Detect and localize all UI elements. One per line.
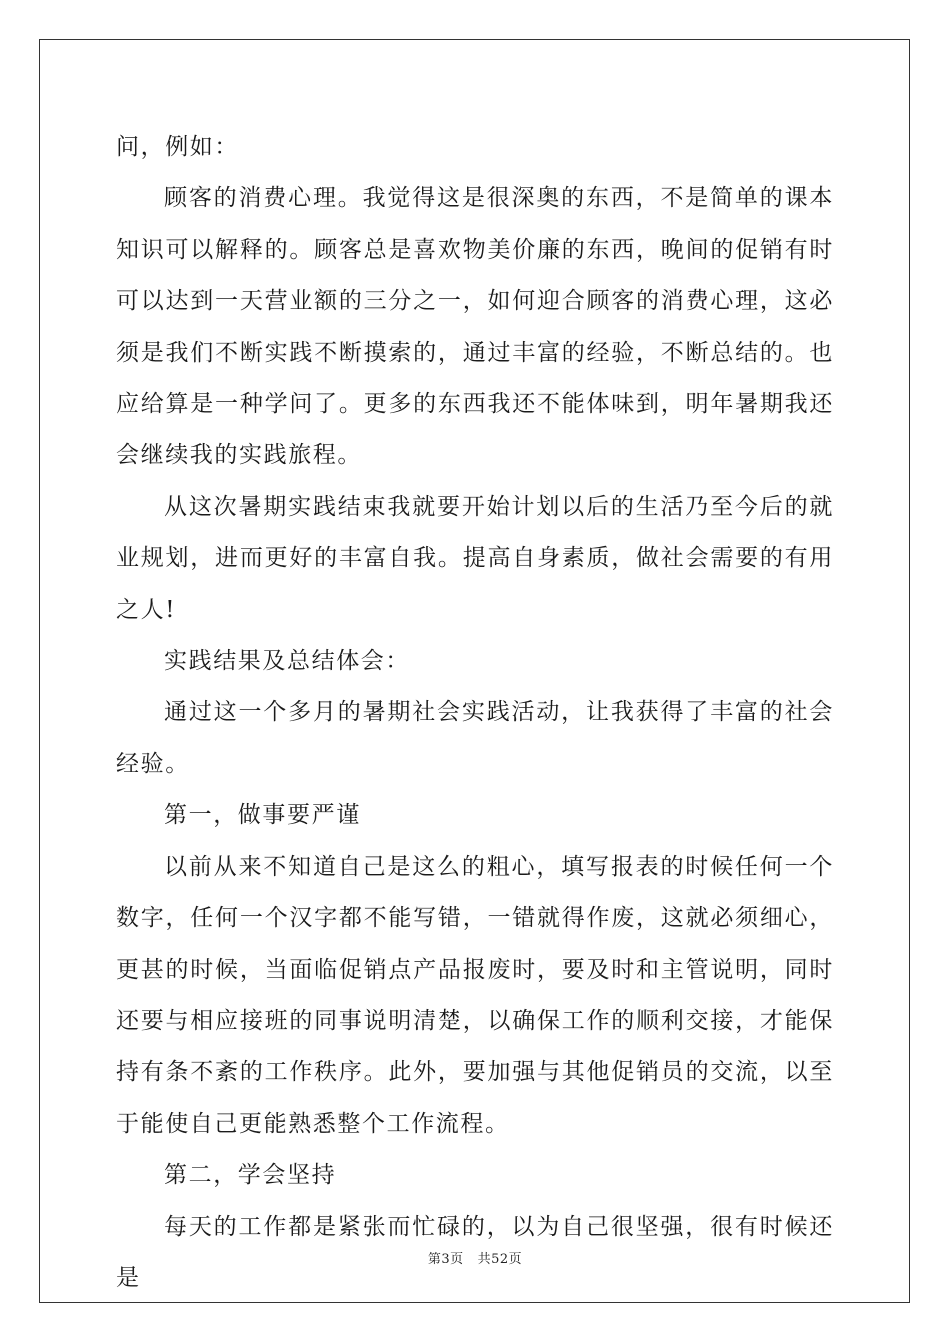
page-number: 第3页 [427, 1252, 464, 1267]
paragraph: 从这次暑期实践结束我就要开始计划以后的生活乃至今后的就业规划，进而更好的丰富自我。提高自身素质，做社会需要的有用之人! [116, 493, 834, 623]
paragraph: 以前从来不知道自己是这么的粗心，填写报表的时候任何一个数字，任何一个汉字都不能写错，一错就得作废，这就必须细心，更甚的时候，当面临促销点产品报废时，要及时和主管说明，同时还要与相应接班的同事说明清楚，以确保工作的顺利交接，才能保持有条不紊的工作秩序。此外，要加强与其他促销员的交流，以至于能使自己更能熟悉整个工作流程。 [116, 853, 834, 1137]
paragraph: 问，例如： [116, 134, 239, 160]
paragraph: 通过这一个多月的暑期社会实践活动，让我获得了丰富的社会经验。 [116, 699, 834, 777]
paragraph: 顾客的消费心理。我觉得这是很深奥的东西，不是简单的课本知识可以解释的。顾客总是喜欢物美价廉的东西，晚间的促销有时可以达到一天营业额的三分之一，如何迎合顾客的消费心理，这必须是我们不断实践不断摸索的，通过丰富的经验，不断总结的。也应给算是一种学问了。更多的东西我还不能体味到，明年暑期我还会继续我的实践旅程。 [116, 185, 834, 469]
page-footer [0, 1248, 950, 1267]
subheading: 第二，学会坚持 [164, 1162, 337, 1189]
section-heading: 实践结果及总结体会： [164, 648, 410, 675]
paragraph: 每天的工作都是紧张而忙碌的，以为自己很坚强，很有时候还是 [116, 1213, 834, 1291]
document-body [116, 122, 834, 1304]
subheading: 第一，做事要严谨 [164, 802, 361, 829]
total-pages: 共52页 [477, 1252, 523, 1267]
